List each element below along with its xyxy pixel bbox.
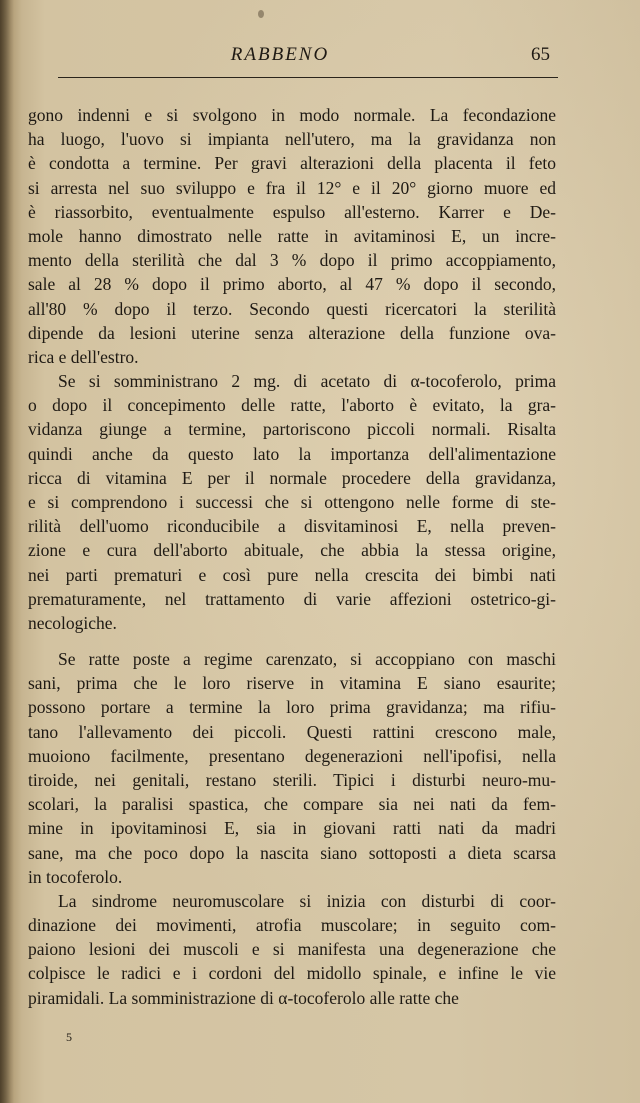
text-line: sani, prima che le loro riserve in vitamina E siano esaurite;	[28, 673, 556, 694]
text-line: rilità dell'uomo riconducibile a disvitaminosi E, nella preven-	[28, 516, 556, 537]
paragraph-2	[28, 369, 556, 635]
text-line: si arresta nel suo sviluppo e fra il 12° e il 20° giorno muore ed	[28, 177, 556, 198]
text-line: tano l'allevamento dei piccoli. Questi rattini crescono male,	[28, 721, 556, 742]
header-rule	[58, 77, 558, 78]
page-number: 65	[531, 44, 550, 65]
text-line: all'80 % dopo il terzo. Secondo questi ricercatori la sterilità	[28, 298, 556, 319]
text-line: nei parti prematuri e così pure nella crescita dei bimbi nati	[28, 564, 556, 585]
text-line: colpisce le radici e i cordoni del midollo spinale, e infine le vie	[28, 963, 556, 984]
text-line: prematuramente, nel trattamento di varie affezioni ostetrico-gi-	[28, 588, 556, 609]
text-line: tiroide, nei genitali, restano sterili. Tipici i disturbi neuro-mu-	[28, 769, 556, 790]
text-line: mento della sterilità che dal 3 % dopo il primo accoppiamento,	[28, 250, 556, 271]
text-line: mine in ipovitaminosi E, sia in giovani ratti nati da madri	[28, 818, 556, 839]
text-line: in tocoferolo.	[28, 866, 123, 887]
text-line: Se ratte poste a regime carenzato, si accoppiano con maschi	[58, 649, 556, 669]
text-line: è condotta a termine. Per gravi alterazioni della placenta il feto	[28, 153, 556, 174]
text-line: muoiono facilmente, presentano degenerazioni nell'ipofisi, nella	[28, 745, 556, 766]
text-line: paiono lesioni dei muscoli e si manifesta una degenerazione che	[28, 939, 556, 960]
text-line: sale al 28 % dopo il primo aborto, al 47 % dopo il secondo,	[28, 274, 556, 295]
paragraph-1	[28, 103, 556, 369]
running-head	[0, 40, 640, 70]
text-line: è riassorbito, eventualmente espulso all'esterno. Karrer e De-	[28, 201, 556, 222]
text-block-lower	[28, 647, 556, 1010]
text-line: zione e cura dell'aborto abituale, che abbia la stessa origine,	[28, 540, 556, 561]
running-title: RABBENO	[230, 44, 330, 65]
text-line: dipende da lesioni uterine senza alterazione della funzione ova-	[28, 322, 556, 343]
text-line: ha luogo, l'uovo si impianta nell'utero, ma la gravidanza non	[28, 129, 556, 150]
text-line: quindi anche da questo lato la importanza dell'alimentazione	[28, 443, 556, 464]
paper-speck	[258, 10, 264, 18]
text-line: sane, ma che poco dopo la nascita siano sottoposti a dieta scarsa	[28, 842, 556, 863]
text-line: necologiche.	[28, 612, 117, 633]
signature-mark: 5	[66, 1030, 72, 1044]
text-line: scolari, la paralisi spastica, che compare sia nei nati da fem-	[28, 794, 556, 815]
text-line: rica e dell'estro.	[28, 346, 139, 367]
text-line: piramidali. La somministrazione di α-tocoferolo alle ratte che	[28, 987, 459, 1008]
text-line: Se si somministrano 2 mg. di acetato di α-tocoferolo, prima	[58, 371, 556, 392]
text-block-upper	[28, 103, 556, 635]
paragraph-3	[28, 647, 556, 889]
text-line: La sindrome neuromuscolare si inizia con disturbi di coor-	[58, 890, 556, 911]
text-line: gono indenni e si svolgono in modo normale. La fecondazione	[28, 105, 556, 125]
text-line: vidanza giunge a termine, partoriscono piccoli normali. Risalta	[28, 419, 556, 440]
text-line: e si comprendono i successi che si ottengono nelle forme di ste-	[28, 492, 556, 512]
text-line: dinazione dei movimenti, atrofia muscolare; in seguito com-	[28, 915, 556, 936]
text-line: o dopo il concepimento delle ratte, l'aborto è evitato, la gra-	[28, 395, 556, 416]
paragraph-4	[28, 889, 556, 1010]
text-line: ricca di vitamina E per il normale procedere della gravidanza,	[28, 467, 556, 488]
spine-shadow	[0, 0, 14, 1103]
text-line: possono portare a termine la loro prima gravidanza; ma rifiu-	[28, 697, 556, 718]
text-line: mole hanno dimostrato nelle ratte in avitaminosi E, un incre-	[28, 225, 556, 246]
